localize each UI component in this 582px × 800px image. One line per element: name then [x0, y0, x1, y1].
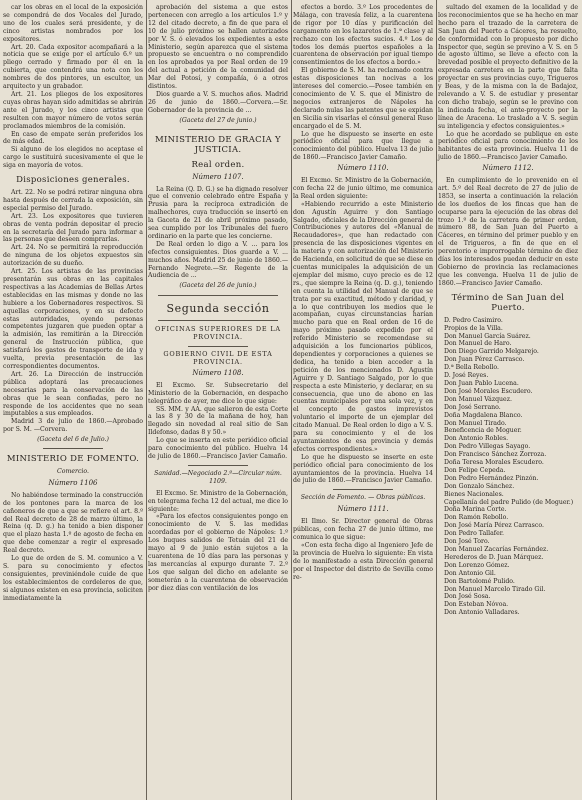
column-3 — [293, 4, 433, 581]
list-item: Don Pedro Hernández Pinzón. — [444, 474, 539, 482]
paragraph: SS. MM. y AA. que salieron de esta Corte a las 8 y 30 de la mañana de hoy, han llegado sin novedad al real sitio de San Ildefonso, dadas 8 y 50.» — [148, 405, 288, 437]
list-item: Don Bartolomé Pulido. — [444, 577, 515, 585]
paragraph: El Excmo. Sr. Subsecretario del Ministerio de la Gobernación, en despacho telegráfico de ayer, me dice lo que sigue: — [148, 381, 288, 405]
list-item: Don Manuel de Haro. — [444, 340, 512, 348]
list-item: Don Antonio Gil. — [444, 569, 496, 577]
paragraph: La Reina (Q. D. G.) se ha dignado resolver que el convenio celebrado entre España y Prusia para la recíproca extradición de malhechores, cuya traducción se insertó en la Gaceta de 21 de abril próximo pasado, sea cumplido por los Tribunales del fuero ordinario en la parte que les concierne. — [148, 185, 288, 240]
paragraph: Art. 25. Los artistas de las provincias presentarán sus obras en las capitales respectivas a las Academias de Bellas Artes establecidas en las mismas y donde no las hubiere a los Gobernadores respectivos. Si aquellas corporaciones, y en su defecto estas autoridades, oyendo personas competentes juzgaren que pueden optar a la admisión, las remitirán a la Dirección general de Instrucción pública, que satisfará los gastos de transporte de ida y vuelta, previa presentación de las correspondientes documentos. — [3, 268, 143, 370]
list-item: Capellanía del padre Pulido (de Moguer.) — [444, 498, 574, 506]
subsection-title: Comercio. — [57, 468, 89, 476]
column-2 — [148, 4, 288, 592]
paragraph: Madrid 3 de julio de 1860.—Aprobado por S. M. —Corvera. — [3, 418, 143, 434]
list-item: Don Felipe Cepeda. — [444, 466, 506, 474]
source-citation: (Gaceta del 6 de Julio.) — [37, 436, 109, 444]
paragraph: Art. 21. Los pliegos de los expositores cuyas obras hayan sido admitidas se abrirán ante el Jurado, y los cinco artistas que resulten con mayor número de votos serán proclamados miembros de la comisión. — [3, 90, 143, 130]
paragraph: «Habiendo recurrido a este Ministerio don Agustín Aguirre y don Santiago Salgado, oficiales de la Dirección general de Contribuciones y autores del «Manual de Recaudadores», que han redactado con presencia de las disposiciones vigentes en la materia y con autorización del Ministerio de Hacienda, en solicitud de que se diese en cuentas municipales la adquisición de un ejemplar del mismo, cuyo precio es de 12 rs., que siempre la Reina (q. D. g.), teniendo en cuenta la utilidad del Manual de que se trata por su exactitud, método y claridad, y a lo que contribuyen los medios que le acompañan, cuyas circunstancias harían mucho para que en Real orden de 16 de mayo próximo pasado expedido por el referido Ministerio se recomendase su adquisición a los funcionarios públicos, dependientes y corporaciones a quienes se dedica, ha tenido a bien acceder a la petición de los mencionados D. Agustín Aguirre y D. Santiago Salgado, por lo que respecta a este Ministerio, y declarar, en su consecuencia, que uno de abono en las cuentas municipales por una sola vez, y en el concepto de gastos imprevistos voluntario el importe de un ejemplar del citado Manual. De Real orden lo digo a V. S. para su conocimiento y el de los ayuntamientos de esa provincia y demás efectos correspondientes.» — [293, 200, 433, 453]
section-heading: Segunda sección — [166, 302, 270, 316]
column-divider — [291, 0, 292, 800]
divider — [158, 320, 278, 321]
paragraph: Art. 26. La Dirección de instrucción pública adoptará las precauciones necesarias para la conservación de las obras que le sean confiadas, pero no responde de los accidentes que no sean imputables a sus empleados. — [3, 370, 143, 418]
item-number: Número 1106 — [48, 478, 98, 487]
list-item: Bienes Nacionales. — [444, 490, 504, 498]
list-item: Doña Teresa Morales Escudero. — [444, 459, 544, 467]
list-item: Don Manuel García Suárez. — [444, 332, 531, 340]
subsection-title: Real orden. — [191, 159, 245, 170]
column-4 — [438, 4, 578, 617]
paragraph: Art. 22. No se podrá retirar ninguna obra hasta después de cerrada la exposición, sin especial permiso del Jurado. — [3, 189, 143, 212]
list-item: Don Ramón Rebollo. — [444, 514, 509, 522]
paragraph: El Excmo. Sr. Ministro de la Gobernación, en telegrama fecha 12 del actual, me dice lo siguiente: — [148, 489, 288, 513]
paragraph: Art. 24. No se permitirá la reproducción de ninguna de los objetos expuestos sin autorización de su dueño. — [3, 244, 143, 268]
subsection-title: Sección de Fomento. — Obras públicas. — [300, 494, 426, 502]
item-number: Número 1107. — [192, 172, 244, 181]
item-number: Número 1108. — [192, 368, 244, 377]
list-item: Don Antonio Valladares. — [444, 609, 520, 617]
section-heading: MINISTERIO DE FOMENTO. — [6, 454, 140, 465]
section-heading: MINISTERIO DE GRACIA Y JUSTICIA. — [155, 134, 281, 155]
divider — [43, 448, 103, 449]
divider — [188, 346, 248, 347]
owner-list — [438, 317, 578, 617]
paragraph: En caso de empate serán preferidos los de más edad. — [3, 130, 143, 146]
list-item: Doña Marina Corte. — [444, 506, 507, 514]
paragraph: efectos a bordo. 3.º Los procedentes de Málaga, con travesía feliz, a la cuarentena de rigor por 10 días y purificación del cargamento en los lazaretos de 1.ª clase y al rechazo con los efectos sucios. 4.º Los de todos los demás puertos españoles a la cuarentena de observación por igual tiempo consentimientos de los efectos a bordo.» — [293, 4, 433, 67]
subsection-title: Sanidad.—Negociado 2.º—Circular núm. 1109. — [154, 469, 282, 485]
paragraph: Si alguno de los elegidos no aceptase el cargo le sustituirá sucesivamente el que le siga en mayoría de votos. — [3, 146, 143, 170]
item-number: Número 1110. — [337, 164, 389, 173]
column-1 — [3, 4, 143, 603]
list-item: Don José Sosa. — [444, 593, 491, 601]
paragraph: Lo que he acordado se publique en este periódico oficial para conocimiento de los habitantes de esta provincia. Huelva 11 de julio de 1860.—Francisco Javier Camaño. — [438, 130, 578, 162]
divider — [188, 465, 248, 466]
source-citation: (Gaceta del 26 de junio.) — [179, 282, 257, 290]
item-number: Número 1112. — [482, 164, 534, 173]
list-item: Don Manuel Tirado. — [444, 419, 507, 427]
list-item: D.ª Bella Rebollo. — [444, 364, 499, 372]
paragraph: El gobierno de S. M. ha reclamado contra estas disposiciones tan nocivas a los intereses del comercio.—Posee también en conocimiento de V. S. que el Ministro de negocios extranjeros de Nápoles ha declarado nulas las patentes que se expidan en Sicilia sin visarlas el cónsul general Ruso encargado el de S. M. — [293, 67, 433, 130]
paragraph: En cumplimiento de lo prevenido en el art. 5.º del Real decreto de 27 de julio de 1853, se inserta a continuación la relación de los dueños de los fincas que han de ocuparse para la ejecución de las obras del trozo 1.º de la carretera de primer orden, número 88, de San Juan del Puerto a Cáceres, en término del primer pueblo y en el de Trigueros, a fin de que en el perentorio e improrrogable término de diez días los interesados puedan deducir en este Gobierno de provincia las reclamaciones que les convenga. Huelva 11 de julio de 1860.—Francisco Javier Camaño. — [438, 177, 578, 287]
list-item: Don José Serrano. — [444, 403, 501, 411]
list-item: Beneficencia de Moguer. — [444, 427, 522, 435]
paragraph: «Con esta fecha digo al Ingeniero Jefe de la provincia de Huelva lo siguiente: En vista de lo manifestado a esta Dirección general por el Inspector del distrito de Sevilla como re- — [293, 541, 433, 581]
paragraph: Lo que he dispuesto se inserte en este periódico oficial para que llegue a conocimiento del público. Huelva 13 de julio de 1860.—Francisco Javier Camaño. — [293, 130, 433, 162]
paragraph: No habiéndose terminado la construcción de los pontones para la marca de los cañoneros de que a que se refiere el art. 8.º del Real decreto de 28 de marzo último, la Reina (q. D. g.) ha tenido a bien disponer que el plazo hasta 1.º de agosto de fecha en que debe comenzar a regir el expresado Real decreto. — [3, 491, 143, 555]
list-item: Don Lorenzo Gómez. — [444, 561, 510, 569]
list-item: Don Pedro Villegas Sayago. — [444, 443, 531, 451]
list-item: Don Esteban Nóvoa. — [444, 601, 509, 609]
list-item: Don Diego Garrido Melgarejo. — [444, 348, 539, 356]
list-item: Don Gonzalo Sánchez. — [444, 482, 515, 490]
list-item: Don Manuel Zacarías Fernández. — [444, 546, 549, 553]
paragraph: El Excmo. Sr. Ministro de la Gobernación, con fecha 22 de junio último, me comunica la Real orden siguiente: — [293, 177, 433, 200]
list-item: Don Antonio Robles. — [444, 435, 509, 443]
paragraph: sultado del examen de la localidad y de los reconocimientos que se ha hecho en mar hecho para el trazado de la carretera de San Juan del Puerto a Cáceres, ha resuelto, de conformidad con lo propuesto por dicho Inspector que, según se previno a V. S. en 5 de agosto último, se lleve a efecto con la brevedad posible el proyecto definitivo de la expresada carretera en la parte que falta proyectar en sus provincias cuyo, Trigueros y Beas, y de la misma con la de Badajoz, relevando a V. S. de estudiar y presentar con dicho trabajo, según se le previno con la indicada fecha, el ante-proyecto por la línea de Aracena. Lo traslado a V. S. según su inteligencia y efectos consiguientes.» — [438, 4, 578, 130]
list-item: Don José María Pérez Carrasco. — [444, 522, 544, 530]
divider — [158, 295, 278, 296]
source-citation: (Gaceta del 27 de junio.) — [179, 116, 257, 124]
column-divider — [146, 0, 147, 800]
section-heading: Término de San Juan del Puerto. — [451, 292, 565, 313]
list-item: Don Manuel Marcelo Tirado Gil. — [444, 585, 546, 593]
paragraph: Lo que he dispuesto se inserte en este periódico oficial para conocimiento de los ayuntamientos de la provincia. Huelva 14 de julio de 1860.—Francisco Javier Camaño. — [293, 453, 433, 485]
list-item: Don José Morales Escudero. — [444, 387, 533, 395]
list-item: Don Francisco Sánchez Zorroza. — [444, 451, 547, 459]
paragraph: car los obras en el local de la exposición se compondrá de dos Vocales del Jurado, uno de los cuales será presidente, y de cinco artistas nombrados por los expositores. — [3, 4, 143, 43]
paragraph: «Para los efectos consiguientes pongo en conocimiento de V. S. las medidas acordadas por el gobierno de Nápoles: 1.º Los buques salidos de Tetuán del 21 de mayo al 9 de junio están sujetos a la cuarentena de 10 días para las personas y las mercancías al expurgo durante 7. 2.º Los que salgan del dicho en adelante se someterán a la cuarentena de observación por diez días con ventilación de los — [148, 513, 288, 592]
column-divider — [436, 0, 437, 800]
divider — [188, 129, 248, 130]
paragraph: El Ilmo. Sr. Director general de Obras públicas, con fecha 27 de junio último, me comunica lo que sigue: — [293, 518, 433, 541]
paragraph: Lo que de orden de S. M. comunico a V. S. para su conocimiento y efectos consiguientes, previniéndole cuide de que los establecimientos de cordeleros de que, si algunos existen en esa provincia, soliciten inmediatamente la — [3, 555, 143, 602]
subsection-title: GOBIERNO CIVIL DE ESTA PROVINCIA. — [163, 350, 273, 366]
subsection-title: OFICINAS SUPERIORES DE LA PROVINCIA. — [155, 325, 281, 342]
list-item: Doña Magdalena Blanco. — [444, 411, 523, 419]
list-item: Don Juan Pérez Carrasco. — [444, 356, 525, 364]
list-item: Don Pedro Tallafer. — [444, 530, 504, 538]
list-item: Don José Toro. — [444, 538, 490, 546]
list-item: Propios de la Villa. — [444, 324, 503, 332]
list-item: D. Pedro Casimiro. — [444, 316, 503, 324]
list-item: Herederos de D. Juan Márquez. — [444, 553, 544, 561]
paragraph: Art. 20. Cada expositor acompañará a la noticia que se exige por el artículo 6.º un pliego cerrado y firmado por él en la cubierta, que contendrá una nota con los nombres de dos pintores, un escultor, un arquitecto y un grabador. — [3, 43, 143, 91]
list-item: Don Manuel Vázquez. — [444, 395, 512, 403]
paragraph: De Real orden lo digo a V. ... para los efectos consiguientes. Dios guarde a V. ... muchos años. Madrid 25 de junio de 1860.—Fernando Negrete.—Sr. Regente de la Audiencia de ... — [148, 240, 289, 280]
paragraph: Art. 23. Los expositores que tuvieren obras de venta podrán depositar el precio en la secretaría del Jurado para informar a las personas que deseen comprarlas. — [3, 212, 143, 244]
list-item: D. José Reyes. — [444, 372, 489, 380]
paragraph: Lo que se inserta en este periódico oficial para conocimiento del público. Huelva 14 de julio de 1860.—Francisco Javier Camaño. — [148, 437, 288, 460]
list-item: Don Juan Pablo Lucena. — [444, 379, 519, 387]
item-number: Número 1111. — [337, 505, 389, 514]
divider — [333, 489, 393, 490]
section-heading: Disposiciones generales. — [16, 175, 130, 186]
paragraph: aprobación del sistema a que estos pertenecen con arreglo a los artículos 1.º y 12 del citado decreto, a fin de que para el 10 de julio próximo se hallen autorizados por V. S. ó elevados los expedientes a este Ministerio, según aparezca que el sistema propuesto se encuentra o no comprendido en los aprobados ya por Real orden de 19 del actual a petición de la comunidad del Mar del Potosí, y compañía, ó a otros distintos. — [148, 4, 288, 91]
paragraph: Dios guarde a V. S. muchos años. Madrid 26 de junio de 1860.—Corvera.—Sr. Gobernador de la provincia de ... — [148, 90, 288, 114]
